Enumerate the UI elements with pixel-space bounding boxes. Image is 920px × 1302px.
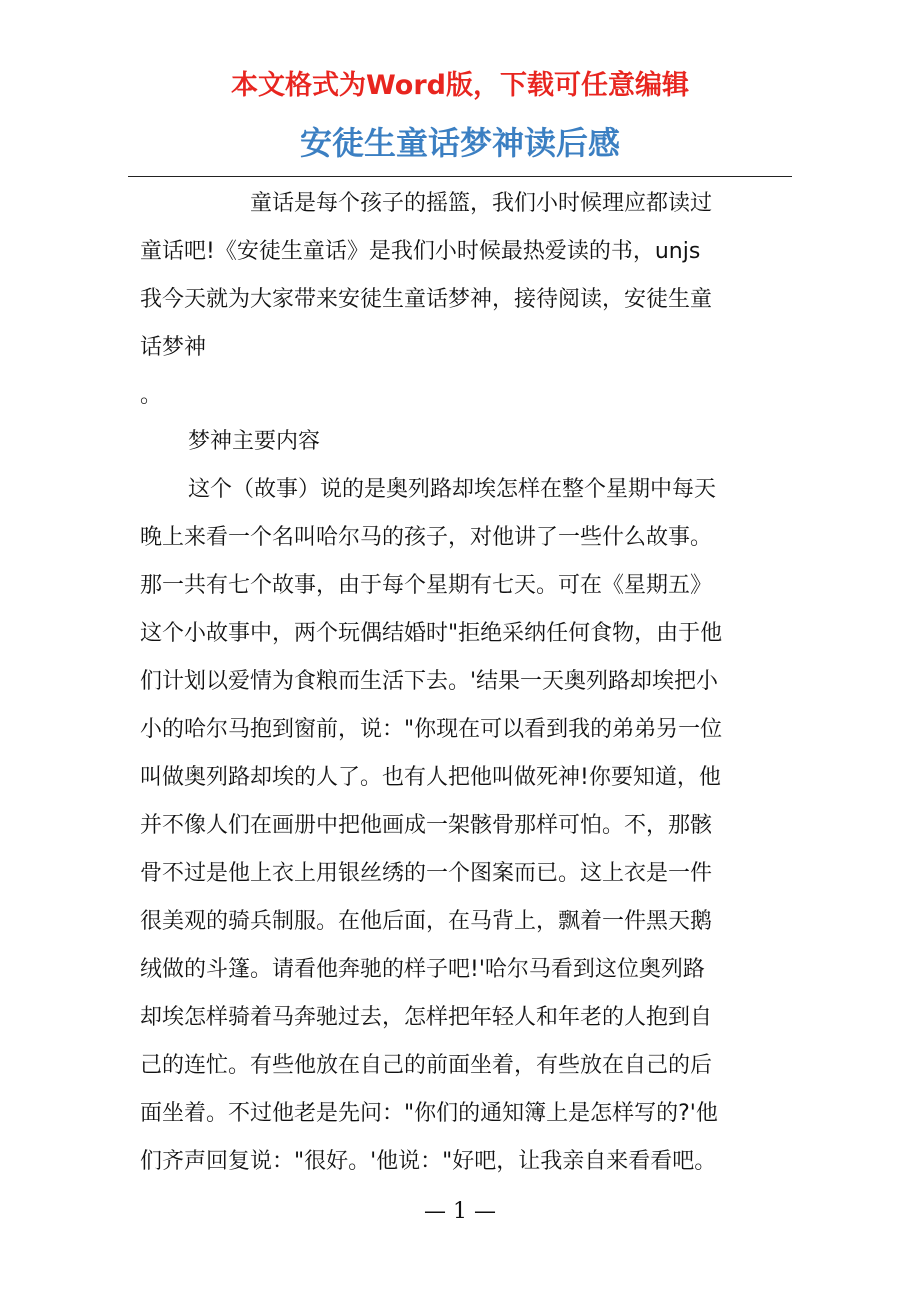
main-line: 己的连忙。有些他放在自己的前面坐着，有些放在自己的后	[140, 1053, 713, 1078]
main-line: 绒做的斗篷。请看他奔驰的样子吧!'哈尔马看到这位奥列路	[140, 957, 705, 982]
main-paragraph	[140, 466, 800, 1186]
title-divider	[128, 176, 792, 177]
main-line: 们计划以爱情为食粮而生活下去。'结果一天奥列路却埃把小	[140, 669, 719, 694]
main-line: 这个（故事）说的是奥列路却埃怎样在整个星期中每天	[188, 477, 717, 502]
intro-paragraph	[140, 180, 800, 372]
format-banner: 本文格式为Word版，下载可任意编辑	[230, 70, 689, 101]
main-line: 小的哈尔马抱到窗前，说："你现在可以看到我的弟弟另一位	[140, 717, 723, 742]
main-line: 面坐着。不过他老是先问："你们的通知簿上是怎样写的?'他	[140, 1101, 718, 1126]
main-line: 骨不过是他上衣上用银丝绣的一个图案而已。这上衣是一件	[140, 861, 713, 886]
main-line: 很美观的骑兵制服。在他后面，在马背上，飘着一件黑天鹅	[140, 909, 713, 934]
intro-line: 我今天就为大家带来安徒生童话梦神，接待阅读，安徒生童	[140, 287, 713, 312]
main-line: 并不像人们在画册中把他画成一架骸骨那样可怕。不，那骸	[140, 813, 713, 838]
page-number: — 1 —	[424, 1199, 496, 1224]
intro-line: 童话吧!《安徒生童话》是我们小时候最热爱读的书，unjs	[140, 239, 701, 264]
intro-line: 话梦神	[140, 335, 207, 360]
page-title: 安徒生童话梦神读后感	[299, 124, 620, 162]
main-line: 却埃怎样骑着马奔驰过去，怎样把年轻人和年老的人抱到自	[140, 1005, 713, 1030]
main-line: 们齐声回复说："很好。'他说："好吧，让我亲自来看看吧。	[140, 1149, 717, 1174]
main-line: 晚上来看一个名叫哈尔马的孩子，对他讲了一些什么故事。	[140, 525, 713, 550]
section-heading: 梦神主要内容	[188, 429, 321, 454]
main-line: 那一共有七个故事，由于每个星期有七天。可在《星期五》	[140, 573, 713, 598]
intro-line: 童话是每个孩子的摇篮，我们小时候理应都读过	[250, 191, 713, 216]
main-line: 这个小故事中，两个玩偶结婚时"拒绝采纳任何食物，由于他	[140, 621, 723, 646]
main-line: 叫做奥列路却埃的人了。也有人把他叫做死神!你要知道，他	[140, 765, 721, 790]
intro-end-mark: 。	[140, 383, 163, 408]
